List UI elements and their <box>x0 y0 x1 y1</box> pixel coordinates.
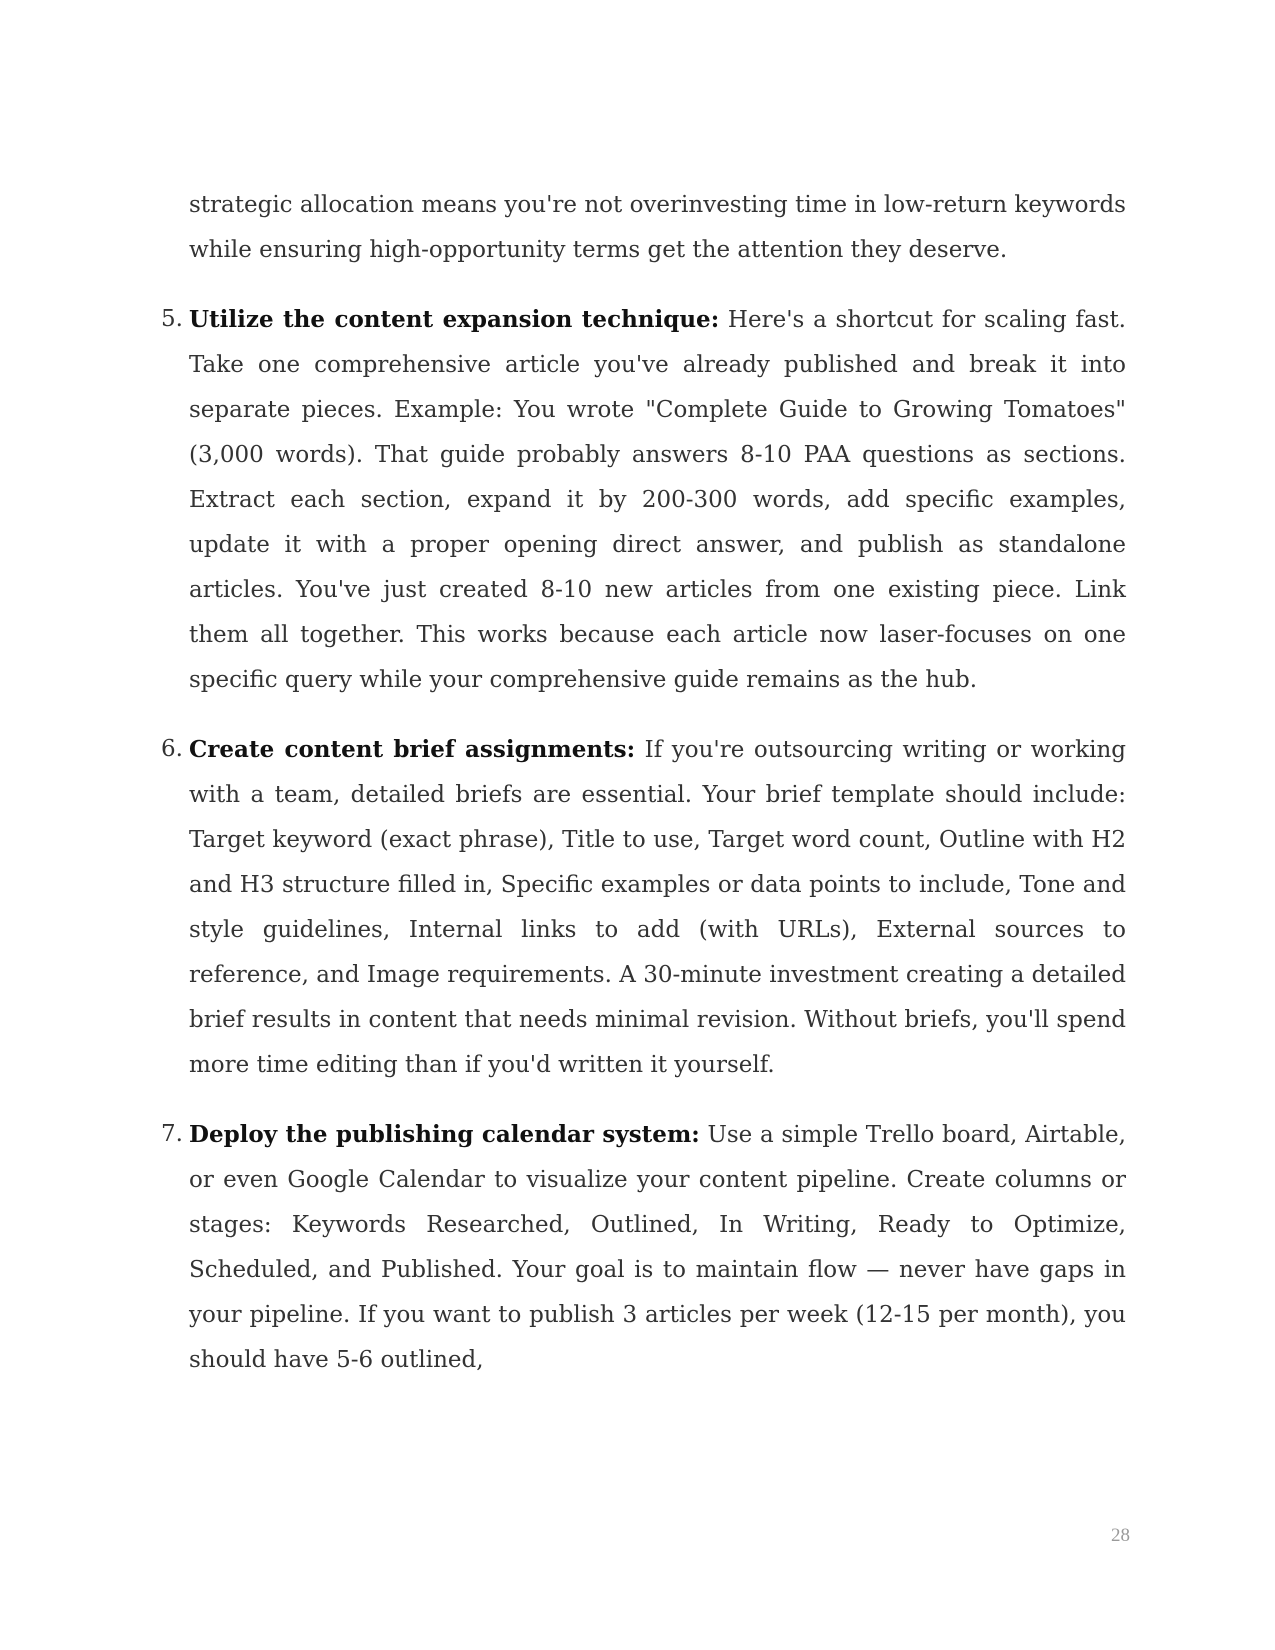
list-item-title: Create content brief assignments: <box>189 736 636 763</box>
document-page <box>161 183 1126 1383</box>
list-item-number: 6. <box>161 736 183 762</box>
list-item <box>161 297 1126 703</box>
list-item-number: 5. <box>161 306 183 332</box>
list-item-body: Use a simple Trello board, Airtable, or even Google Calendar to visualize your content pipeline. Create columns or stages: Keywords Researched, Outlined, In Writing, Ready to Optimize, Scheduled, and Published. Your goal is to maintain flow — never have gaps in your pipeline. If you want to publish 3 articles per week (12-15 per month), you should have 5-6 outlined, <box>189 1122 1126 1373</box>
list-item-title: Deploy the publishing calendar system: <box>189 1121 700 1148</box>
list-item-title: Utilize the content expansion technique: <box>189 306 720 333</box>
list-item-body: Here's a shortcut for scaling fast. Take one comprehensive article you've already published and break it into separate pieces. Example: You wrote "Complete Guide to Growing Tomatoes" (3,000 words). That guide probably answers 8-10 PAA questions as sections. Extract each section, expand it by 200-300 words, add specific examples, update it with a proper opening direct answer, and publish as standalone articles. You've just created 8-10 new articles from one existing piece. Link them all together. This works because each article now laser-focuses on one specific query while your comprehensive guide remains as the hub. <box>189 307 1126 693</box>
list-item-body: If you're outsourcing writing or working with a team, detailed briefs are essential. Your brief template should include: Target keyword (exact phrase), Title to use, Target word count, Outline with H2 and H3 structure filled in, Specific examples or data points to include, Tone and style guidelines, Internal links to add (with URLs), External sources to reference, and Image requirements. A 30-minute investment creating a detailed brief results in content that needs minimal revision. Without briefs, you'll spend more time editing than if you'd written it yourself. <box>189 737 1126 1078</box>
intro-paragraph: strategic allocation means you're not overinvesting time in low-return keywords while ensuring high-opportunity terms get the attention they deserve. <box>189 192 1126 263</box>
list-item <box>161 727 1126 1088</box>
numbered-list <box>161 297 1126 1383</box>
list-item <box>161 1112 1126 1383</box>
page-number: 28 <box>1111 1525 1130 1546</box>
list-item-number: 7. <box>161 1121 183 1147</box>
